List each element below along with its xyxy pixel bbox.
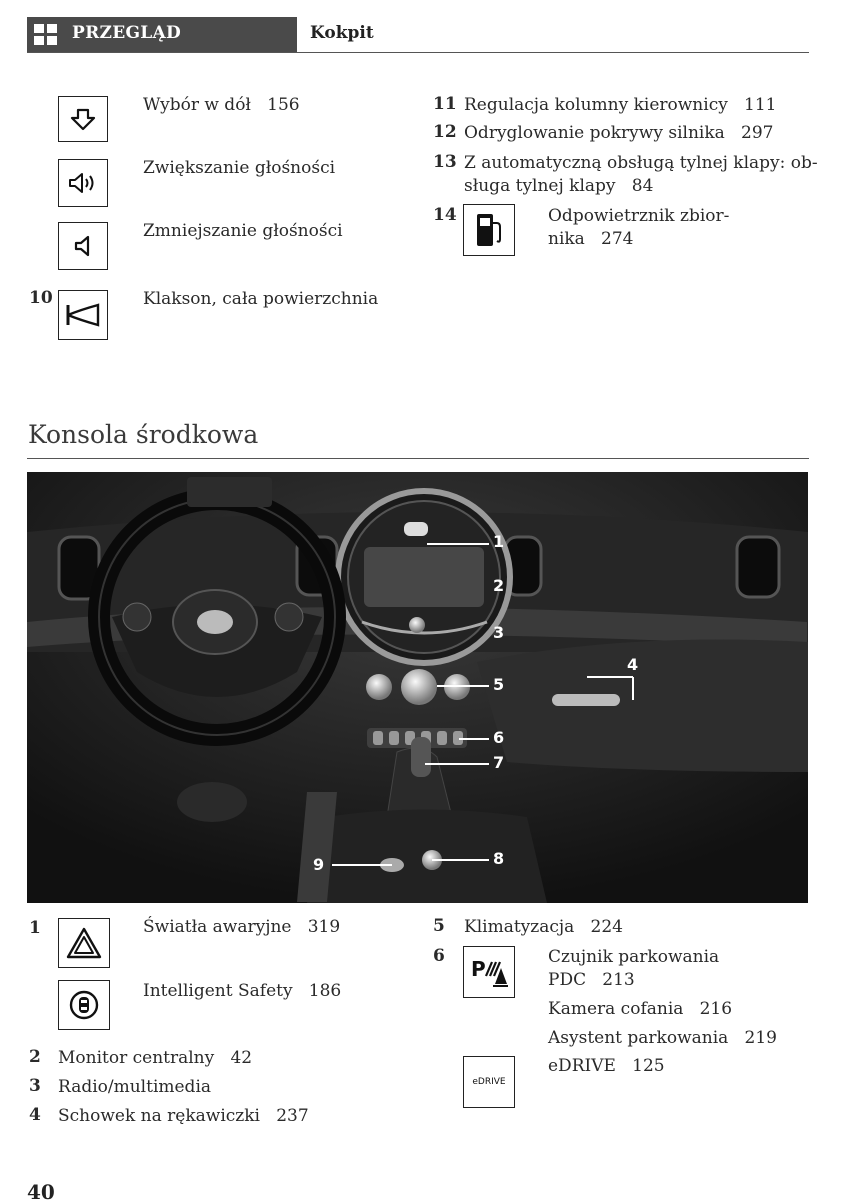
center-console-photo bbox=[27, 472, 808, 903]
photo-callout-1: 1 bbox=[493, 532, 505, 551]
item-number: 4 bbox=[29, 1105, 41, 1125]
section-title: Konsola środkowa bbox=[28, 420, 259, 449]
page-number: 40 bbox=[27, 1180, 55, 1204]
photo-callout-3: 3 bbox=[493, 623, 505, 642]
item-number: 10 bbox=[29, 288, 53, 308]
list-item-cont: nika 274 bbox=[548, 229, 634, 249]
arrow-down-icon bbox=[58, 96, 108, 142]
list-item: Klakson, cała powierzchnia bbox=[143, 289, 379, 309]
header-divider bbox=[27, 52, 809, 53]
list-item: Zwiększanie głośności bbox=[143, 158, 336, 178]
list-item: Zmniejszanie głośności bbox=[143, 221, 343, 241]
list-item: Regulacja kolumny kierownicy 111 bbox=[464, 95, 777, 115]
list-item-cont: sługa tylnej klapy 84 bbox=[464, 176, 654, 196]
item-number: 1 bbox=[29, 918, 41, 938]
edrive-icon: eDRIVE bbox=[463, 1056, 515, 1108]
list-item: Odpowietrznik zbior- bbox=[548, 206, 730, 226]
section-divider bbox=[27, 458, 809, 459]
volume-down-icon bbox=[58, 222, 108, 270]
photo-callout-6: 6 bbox=[493, 728, 505, 747]
item-number: 6 bbox=[433, 946, 445, 966]
list-item: eDRIVE 125 bbox=[548, 1056, 665, 1076]
list-item: Intelligent Safety 186 bbox=[143, 981, 342, 1001]
list-item: Z automatyczną obsługą tylnej klapy: ob- bbox=[464, 153, 818, 173]
header-section: PRZEGLĄD bbox=[72, 23, 182, 43]
list-item: Kamera cofania 216 bbox=[548, 999, 733, 1019]
photo-callout-9: 9 bbox=[313, 855, 325, 874]
item-number: 12 bbox=[433, 122, 457, 142]
list-item: Monitor centralny 42 bbox=[58, 1048, 253, 1068]
photo-callout-4: 4 bbox=[627, 655, 639, 674]
list-item: Asystent parkowania 219 bbox=[548, 1028, 777, 1048]
grid-logo-icon bbox=[34, 24, 58, 46]
item-number: 3 bbox=[29, 1076, 41, 1096]
photo-callout-8: 8 bbox=[493, 849, 505, 868]
list-item: Światła awaryjne 319 bbox=[143, 917, 341, 937]
list-item: Schowek na rękawiczki 237 bbox=[58, 1106, 309, 1126]
item-number: 13 bbox=[433, 152, 457, 172]
intelligent-safety-icon bbox=[58, 980, 110, 1030]
item-number: 14 bbox=[433, 205, 457, 225]
header-subsection: Kokpit bbox=[310, 23, 374, 43]
item-number: 11 bbox=[433, 94, 457, 114]
svg-text:P: P bbox=[471, 957, 486, 981]
volume-up-icon bbox=[58, 159, 108, 207]
horn-icon bbox=[58, 290, 108, 340]
hazard-warning-icon bbox=[58, 918, 110, 968]
list-item: Radio/multimedia bbox=[58, 1077, 212, 1097]
item-number: 5 bbox=[433, 916, 445, 936]
photo-callout-5: 5 bbox=[493, 675, 505, 694]
photo-callout-2: 2 bbox=[493, 576, 505, 595]
list-item: Odryglowanie pokrywy silnika 297 bbox=[464, 123, 774, 143]
list-item: Wybór w dół 156 bbox=[143, 95, 300, 115]
list-item-cont: PDC 213 bbox=[548, 970, 635, 990]
photo-callout-7: 7 bbox=[493, 753, 505, 772]
item-number: 2 bbox=[29, 1047, 41, 1067]
pdc-icon bbox=[463, 946, 515, 998]
list-item: Klimatyzacja 224 bbox=[464, 917, 623, 937]
fuel-pump-icon bbox=[463, 204, 515, 256]
list-item: Czujnik parkowania bbox=[548, 947, 720, 967]
